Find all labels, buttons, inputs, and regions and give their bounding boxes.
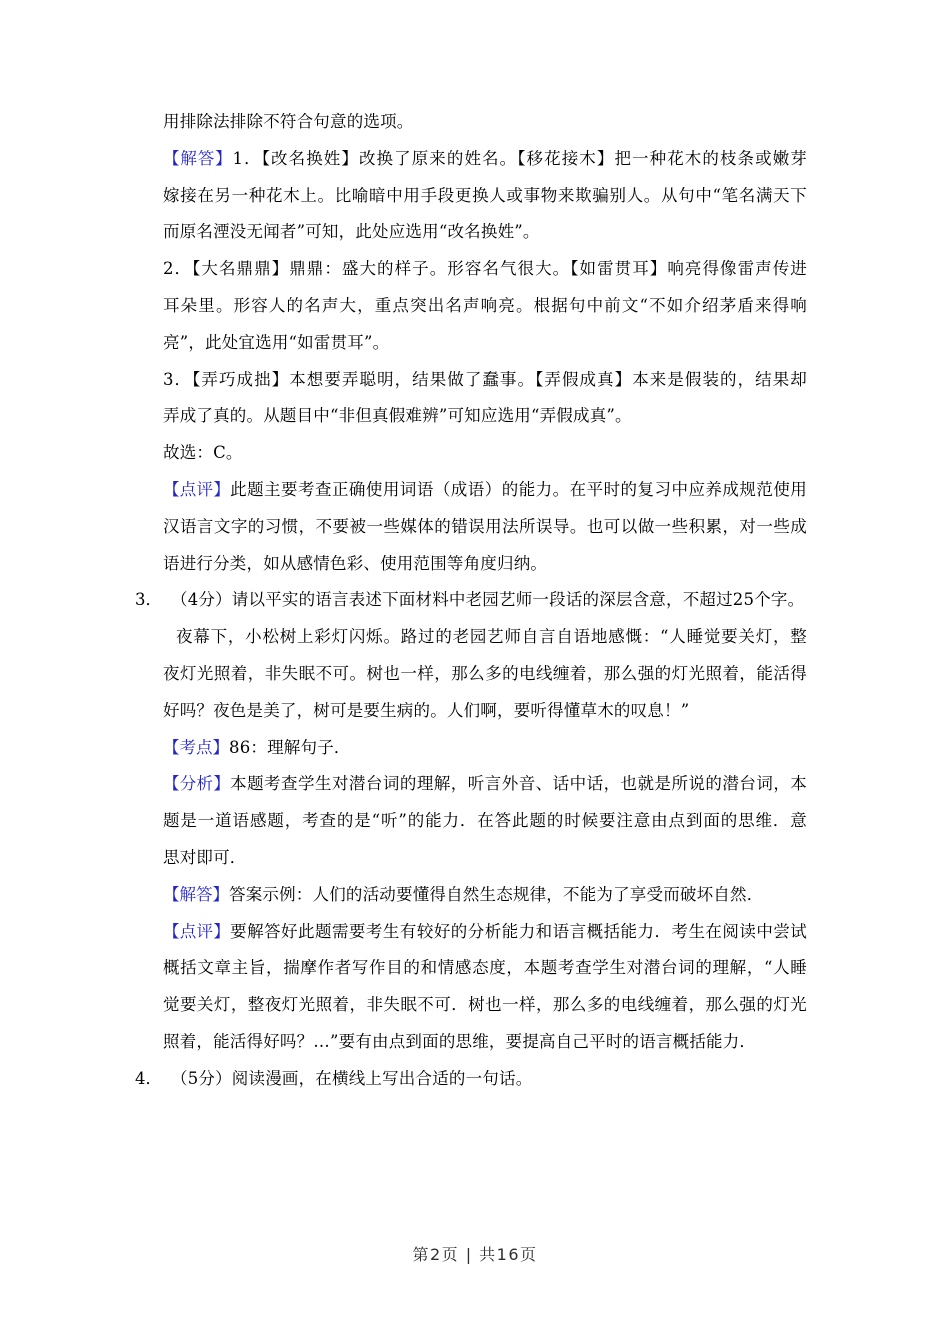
- text-line: [135, 656, 807, 693]
- answer-section-label: 【解答】: [163, 884, 229, 904]
- text-line: [135, 950, 807, 987]
- text-line: [135, 398, 807, 435]
- line-text: （4分）请以平实的语言表述下面材料中老园艺师一段话的深层含意，不超过25个字。: [171, 590, 805, 610]
- answer-section-label: 【点评】: [163, 921, 231, 941]
- page-number-indicator: 第2页 | 共16页: [412, 1245, 538, 1264]
- line-text: 耳朵里。形容人的名声大，重点突出名声响亮。根据句中前文“不如介绍茅盾来得响: [163, 295, 807, 315]
- text-line: [135, 362, 807, 399]
- text-line: [135, 582, 807, 619]
- document-text: [135, 104, 807, 1098]
- line-text: 答案示例：人们的活动要懂得自然生态规律，不能为了享受而破坏自然．: [229, 884, 764, 904]
- text-line: [135, 619, 807, 656]
- line-text: 此题主要考查正确使用词语（成语）的能力。在平时的复习中应养成规范使用: [230, 479, 807, 499]
- text-line: [135, 435, 807, 472]
- text-line: [135, 693, 807, 730]
- line-text: 嫁接在另一种花木上。比喻暗中用手段更换人或事物来欺骗别人。从句中“笔名满天下: [163, 185, 807, 205]
- text-line: [135, 214, 807, 251]
- line-text: 汉语言文字的习惯，不要被一些媒体的错误用法所误导。也可以做一些积累，对一些成: [163, 516, 807, 536]
- text-line: [135, 141, 807, 178]
- line-text: 夜幕下，小松树上彩灯闪烁。路过的老园艺师自言自语地感慨：“人睡觉要关灯，整: [176, 627, 807, 647]
- text-line: [135, 766, 807, 803]
- page-footer: [0, 1242, 950, 1265]
- text-line: [135, 1024, 807, 1061]
- text-line: [135, 288, 807, 325]
- text-line: [135, 472, 807, 509]
- line-text: 思对即可．: [163, 847, 247, 867]
- text-line: [135, 987, 807, 1024]
- question-number: 3．: [135, 590, 162, 610]
- answer-section-label: 【解答】: [163, 148, 233, 168]
- text-line: [135, 840, 807, 877]
- line-text: 好吗？夜色是美了，树可是要生病的。人们啊，要听得懂草木的叹息！”: [163, 700, 690, 720]
- text-line: [135, 251, 807, 288]
- text-line: [135, 178, 807, 215]
- question-number: 4．: [135, 1068, 162, 1088]
- line-text: 概括文章主旨，揣摩作者写作目的和情感态度，本题考查学生对潜台词的理解，“人睡: [163, 958, 807, 978]
- text-line: [135, 546, 807, 583]
- line-text: 2．【大名鼎鼎】鼎鼎：盛大的样子。形容名气很大。【如雷贯耳】响亮得像雷声传进: [163, 259, 807, 279]
- line-text: 3．【弄巧成拙】本想要弄聪明，结果做了蠢事。【弄假成真】本来是假装的，结果却: [163, 369, 807, 389]
- line-text: 弄成了真的。从题目中“非但真假难辨”可知应选用“弄假成真”。: [163, 406, 632, 426]
- line-text: 而原名湮没无闻者”可知，此处应选用“改名换姓”。: [163, 222, 540, 242]
- line-text: 本题考查学生对潜台词的理解，听言外音、话中话，也就是所说的潜台词，本: [230, 774, 807, 794]
- line-text: 故选：C。: [163, 443, 243, 463]
- line-text: （5分）阅读漫画，在横线上写出合适的一句话。: [171, 1068, 533, 1088]
- text-line: [135, 1061, 807, 1098]
- text-line: [135, 914, 807, 951]
- text-line: [135, 104, 807, 141]
- line-text: 语进行分类，如从感情色彩、使用范围等角度归纳。: [163, 553, 548, 573]
- answer-section-label: 【点评】: [163, 479, 231, 499]
- line-text: 1．【改名换姓】改换了原来的姓名。【移花接木】把一种花木的枝条或嫩芽: [232, 148, 807, 168]
- line-text: 题是一道语感题，考查的是“听”的能力．在答此题的时候要注意由点到面的思维．意: [163, 811, 807, 831]
- line-text: 照着，能活得好吗？…”要有由点到面的思维，要提高自己平时的语言概括能力．: [163, 1031, 757, 1051]
- line-text: 86：理解句子．: [229, 737, 351, 757]
- text-line: [135, 803, 807, 840]
- answer-section-label: 【考点】: [163, 737, 229, 757]
- line-text: 觉要关灯，整夜灯光照着，非失眠不可．树也一样，那么多的电线缠着，那么强的灯光: [163, 995, 807, 1015]
- text-line: [135, 509, 807, 546]
- answer-section-label: 【分析】: [163, 774, 231, 794]
- text-line: [135, 325, 807, 362]
- line-text: 要解答好此题需要考生有较好的分析能力和语言概括能力．考生在阅读中尝试: [230, 921, 807, 941]
- text-line: [135, 730, 807, 767]
- line-text: 夜灯光照着，非失眠不可。树也一样，那么多的电线缠着，那么强的灯光照着，能活得: [163, 663, 807, 683]
- line-text: 亮”，此处宜选用“如雷贯耳”。: [163, 332, 390, 352]
- text-line: [135, 877, 807, 914]
- line-text: 用排除法排除不符合句意的选项。: [163, 112, 414, 131]
